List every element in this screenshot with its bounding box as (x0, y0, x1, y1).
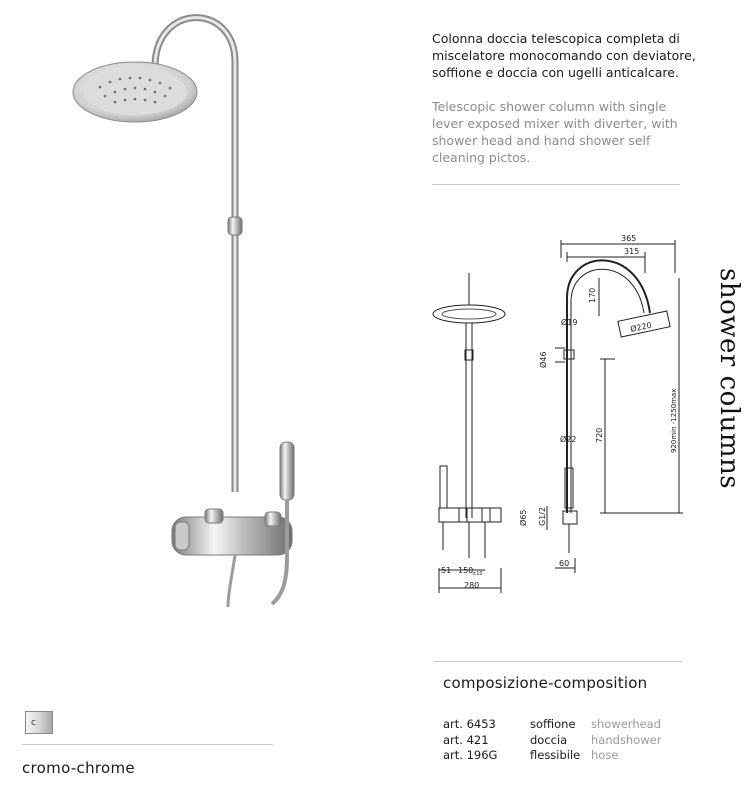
dim-150: 150 (458, 566, 474, 575)
description-italian-line: Colonna doccia telescopica completa di (432, 31, 680, 46)
description-italian-line: miscelatore monocomando con deviatore, (432, 48, 696, 63)
dim-720: 720 (595, 427, 604, 443)
composition-divider (434, 661, 682, 662)
description-english (432, 98, 732, 166)
dim-150-tolerance: ±10 (472, 571, 483, 577)
dim-total-height: 920min -1250max (670, 388, 678, 453)
dim-g12: G1/2 (538, 506, 547, 526)
category-title-text: shower columns (714, 268, 744, 490)
category-title (714, 268, 752, 498)
part-art-number: art. 421 (443, 732, 489, 747)
dim-60: 60 (559, 559, 570, 568)
description-english-line: lever exposed mixer with diverter, with (432, 116, 678, 131)
technical-drawing (425, 228, 695, 598)
dim-diameter-22: Ø22 (560, 435, 577, 444)
shower-head-nozzles (83, 69, 187, 115)
description-italian-line: soffione e doccia con ugelli anticalcare. (432, 65, 679, 80)
part-name-italian: soffione (530, 717, 576, 731)
dim-280: 280 (464, 581, 480, 590)
description-english-line: Telescopic shower column with single (432, 99, 667, 114)
dim-diameter-19: Ø19 (561, 318, 578, 327)
dim-51: 51 (441, 566, 452, 575)
composition-title: composizione-composition (443, 674, 648, 692)
dim-170: 170 (588, 287, 597, 303)
dim-315: 315 (624, 247, 640, 256)
finish-swatch-code: c (31, 718, 36, 728)
finish-label: cromo-chrome (22, 759, 135, 777)
part-name-english: handshower (591, 732, 662, 747)
part-name-english: hose (591, 748, 619, 762)
part-art-number: art. 196G (443, 748, 498, 762)
description-divider (432, 184, 680, 185)
finish-swatch (25, 711, 53, 734)
description-italian (432, 30, 732, 81)
part-art-number: art. 6453 (443, 717, 496, 731)
dim-diameter-46: Ø46 (539, 351, 548, 368)
description-english-line: shower head and hand shower self (432, 133, 651, 148)
dim-diameter-220: Ø220 (629, 320, 653, 334)
part-name-italian: flessibile (530, 748, 581, 762)
product-photo (60, 12, 360, 612)
dim-365: 365 (621, 234, 637, 243)
part-name-english: showerhead (591, 717, 662, 731)
finish-divider (22, 744, 273, 745)
dim-diameter-65: Ø65 (519, 509, 528, 526)
part-name-italian: doccia (530, 732, 568, 747)
description-english-line: cleaning pictos. (432, 150, 531, 165)
